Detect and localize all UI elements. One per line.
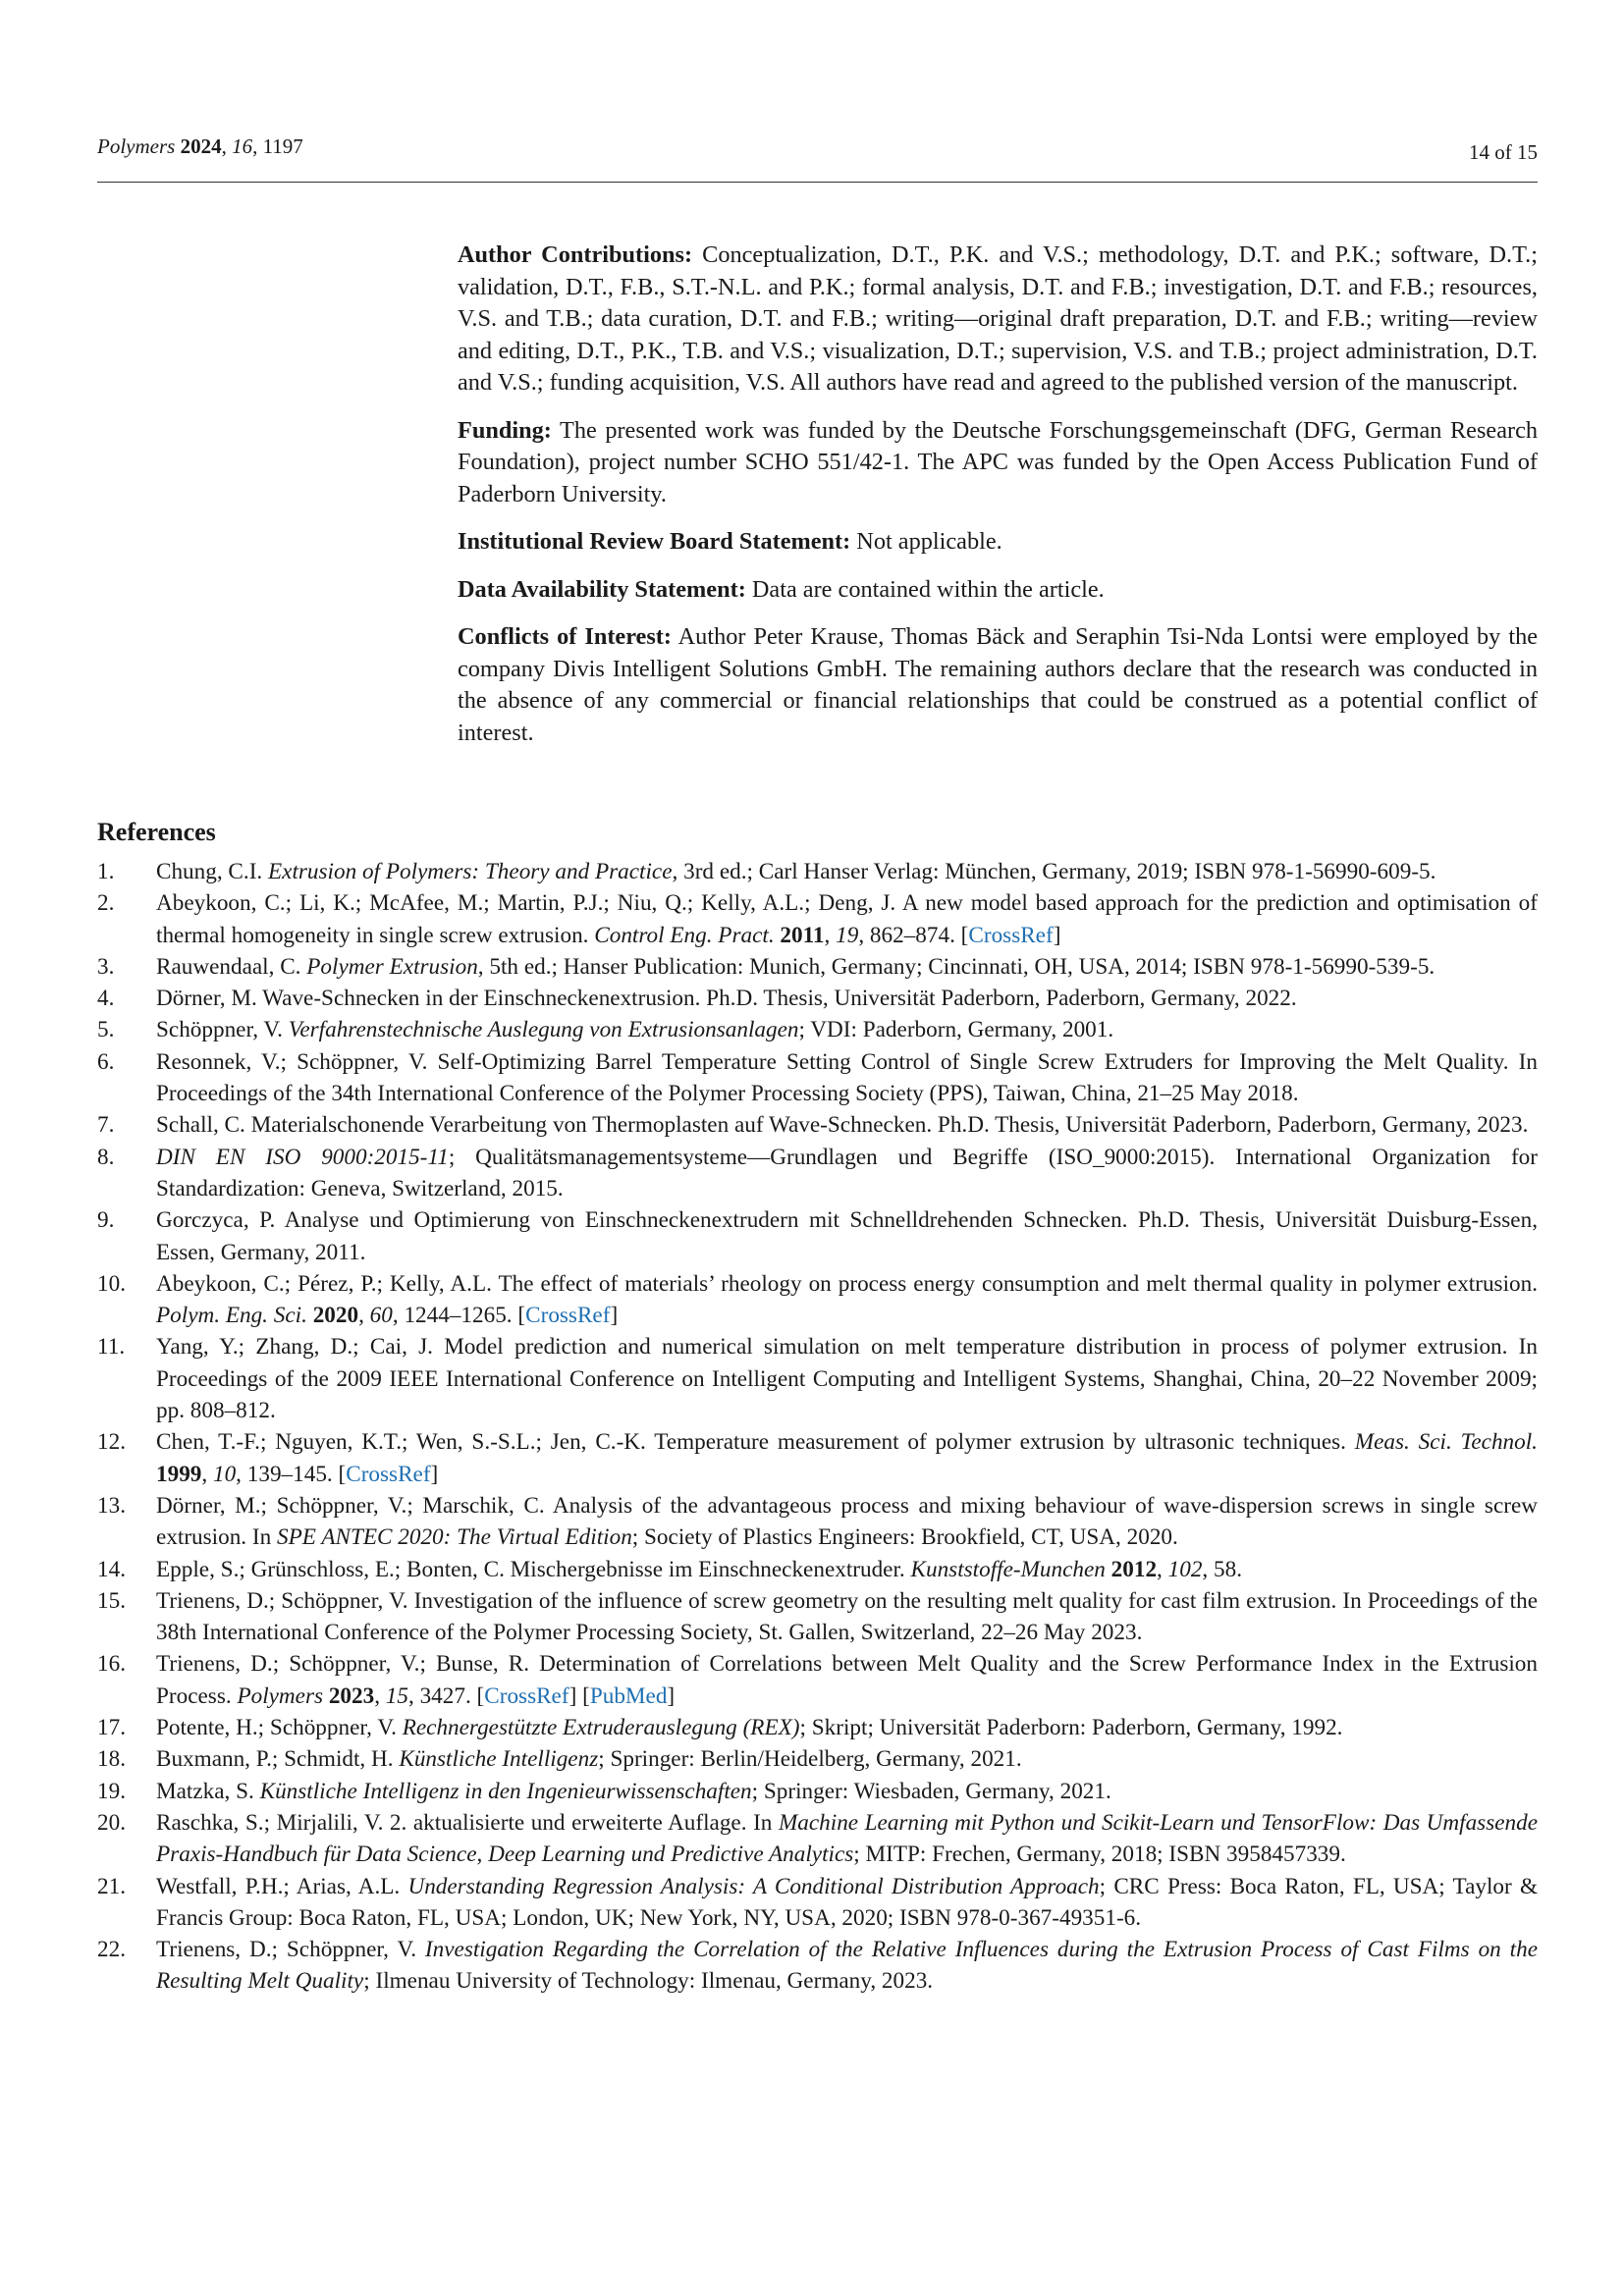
section-label: Author Contributions:	[458, 241, 693, 268]
journal-volume: 16	[232, 134, 253, 158]
reference-text: ]	[610, 1303, 619, 1329]
reference-item	[97, 1490, 1538, 1554]
reference-number: 14.	[97, 1556, 126, 1582]
section-label: Funding:	[458, 416, 552, 444]
reference-number: 11.	[97, 1334, 126, 1361]
reference-item	[97, 983, 1538, 1014]
reference-text: ; MITP: Frechen, Germany, 2018; ISBN 3958457339.	[853, 1842, 1346, 1868]
reference-text: Schall, C. Materialschonende Verarbeitung von Thermoplasten auf Wave-Schnecken. Ph.D. Thesis, Universität Paderborn, Paderborn, Germany, 2023.	[156, 1112, 1529, 1139]
reference-text: ] [	[568, 1682, 590, 1709]
reference-number: 18.	[97, 1746, 126, 1773]
reference-item	[97, 1648, 1538, 1712]
section-label: Conflicts of Interest:	[458, 623, 672, 650]
reference-text: ; Ilmenau University of Technology: Ilmenau, Germany, 2023.	[363, 1968, 934, 1995]
reference-text: Schöppner, V.	[156, 1017, 289, 1043]
reference-item	[97, 1934, 1538, 1998]
reference-item	[97, 887, 1538, 951]
reference-text: Westfall, P.H.; Arias, A.L.	[156, 1873, 408, 1899]
reference-text: , 5th ed.; Hanser Publication: Munich, Germany; Cincinnati, OH, USA, 2014; ISBN 978-1-56990-539-5.	[477, 953, 1435, 980]
reference-text: Potente, H.; Schöppner, V.	[156, 1715, 403, 1741]
data-availability	[458, 574, 1538, 607]
reference-text: ]	[430, 1461, 439, 1487]
reference-text: Yang, Y.; Zhang, D.; Cai, J. Model prediction and numerical simulation on melt temperature distribution in process of polymer extrusion. In Proceedings of the 2009 IEEE International Conference on Intelligent Computing and Intelligent Systems, Shanghai, China, 20–22 November 2009; pp. 808–812.	[156, 1334, 1538, 1424]
reference-item	[97, 1426, 1538, 1490]
reference-italic: Polymers	[237, 1682, 324, 1709]
crossref-link[interactable]: CrossRef	[346, 1461, 431, 1487]
reference-text: ,	[358, 1303, 370, 1329]
article-number: 1197	[262, 134, 303, 158]
reference-italic: Meas. Sci. Technol.	[1354, 1429, 1538, 1456]
reference-italic: Investigation Regarding the Correlation of the Relative Influences during the Extrusion Process of Cast Films on the Resulting Melt Quality	[156, 1937, 1538, 1995]
reference-item	[97, 1585, 1538, 1649]
reference-text: , 58.	[1202, 1556, 1242, 1582]
reference-italic: 19	[836, 922, 859, 948]
reference-item	[97, 1046, 1538, 1110]
reference-text: ; Qualitätsmanagementsysteme—Grundlagen und Begriffe (ISO_9000:2015). International Organization for Standardization: Geneva, Switzerland, 2015.	[156, 1144, 1538, 1201]
reference-text: ; Skript; Universität Paderborn: Paderborn, Germany, 1992.	[799, 1715, 1343, 1741]
journal-year: 2024	[180, 134, 222, 158]
crossref-link[interactable]: CrossRef	[525, 1303, 611, 1329]
references-heading: References	[97, 818, 216, 846]
reference-item	[97, 1331, 1538, 1426]
reference-text: ; CRC Press: Boca Raton, FL, USA; Taylor & Francis Group: Boca Raton, FL, USA; London, UK; New York, NY, USA, 2020; ISBN 978-0-367-49351-6.	[156, 1873, 1538, 1931]
crossref-link[interactable]: CrossRef	[484, 1682, 569, 1709]
reference-italic: 102	[1167, 1556, 1203, 1582]
reference-number: 2.	[97, 890, 115, 917]
reference-italic: Understanding Regression Analysis: A Conditional Distribution Approach	[407, 1873, 1100, 1899]
reference-text: Dörner, M.; Schöppner, V.; Marschik, C. Analysis of the advantageous process and mixing behaviour of wave-dispersion screws in single screw extrusion. In	[156, 1492, 1538, 1551]
reference-number: 7.	[97, 1112, 115, 1139]
reference-text: Trienens, D.; Schöppner, V.; Bunse, R. Determination of Correlations between Melt Quality and the Screw Performance Index in the Extrusion Process.	[156, 1651, 1538, 1709]
reference-italic: Kunststoffe-Munchen	[910, 1556, 1106, 1582]
reference-text: Chung, C.I.	[156, 859, 269, 884]
page-header	[97, 134, 1538, 183]
section-text: Conceptualization, D.T., P.K. and V.S.; methodology, D.T. and P.K.; software, D.T.; validation, D.T., F.B., S.T.-N.L. and P.K.; formal analysis, D.T. and F.B.; investigation, D.T. and F.B.; resources, V.S. and T.B.; data curation, D.T. and F.B.; writing—original draft preparation, D.T. and F.B.; writing—review and editing, D.T., P.K., T.B. and V.S.; visualization, D.T.; supervision, V.S. and T.B.; project administration, D.T. and V.S.; funding acquisition, V.S. All authors have read and agreed to the published version of the manuscript.	[458, 241, 1538, 396]
reference-number: 12.	[97, 1429, 126, 1456]
reference-number: 17.	[97, 1715, 126, 1741]
reference-number: 15.	[97, 1587, 126, 1614]
reference-italic: Polym. Eng. Sci.	[156, 1303, 307, 1329]
reference-number: 8.	[97, 1144, 115, 1170]
reference-text: , 139–145. [	[236, 1461, 347, 1487]
reference-item	[97, 1204, 1538, 1268]
reference-item	[97, 1871, 1538, 1935]
reference-text: Abeykoon, C.; Pérez, P.; Kelly, A.L. The effect of materials’ rheology on process energy consumption and melt thermal quality in polymer extrusion.	[156, 1270, 1538, 1297]
reference-text: Dörner, M. Wave-Schnecken in der Einschneckenextrusion. Ph.D. Thesis, Universität Paderborn, Paderborn, Germany, 2022.	[156, 986, 1297, 1012]
reference-text: ,	[374, 1682, 386, 1709]
reference-text: Trienens, D.; Schöppner, V. Investigation of the influence of screw geometry on the resulting melt quality for cast film extrusion. In Proceedings of the 38th International Conference of the Polymer Processing Society, St. Gallen, Switzerland, 22–26 May 2023.	[156, 1587, 1538, 1646]
reference-text: ,	[824, 922, 837, 948]
reference-italic: Control Eng. Pract.	[594, 922, 775, 948]
reference-text: Raschka, S.; Mirjalili, V. 2. aktualisierte und erweiterte Auflage. In	[156, 1809, 779, 1836]
reference-number: 22.	[97, 1937, 126, 1963]
reference-number: 3.	[97, 953, 115, 980]
reference-text: , 1244–1265. [	[392, 1303, 526, 1329]
reference-text: ; Springer: Wiesbaden, Germany, 2021.	[751, 1778, 1111, 1804]
reference-text: , 3427. [	[407, 1682, 485, 1709]
reference-text: , 3rd ed.; Carl Hanser Verlag: München, Germany, 2019; ISBN 978-1-56990-609-5.	[672, 859, 1436, 884]
reference-text: Matzka, S.	[156, 1778, 260, 1804]
reference-text: ; Society of Plastics Engineers: Brookfield, CT, USA, 2020.	[631, 1524, 1178, 1551]
journal-citation: Polymers 2024, 16, 1197	[97, 134, 303, 158]
reference-italic: Extrusion of Polymers: Theory and Practice	[268, 859, 673, 884]
page-number: 14 of 15	[1469, 140, 1538, 164]
reference-number: 21.	[97, 1873, 126, 1899]
author-contributions	[458, 240, 1538, 400]
reference-italic: Machine Learning mit Python und Scikit-Learn und TensorFlow: Das Umfassende Praxis-Handbuch für Data Science, Deep Learning und Predictive Analytics	[156, 1809, 1538, 1868]
journal-name: Polymers	[97, 134, 176, 158]
reference-bold: 2012	[1110, 1556, 1158, 1582]
reference-bold: 2020	[312, 1303, 359, 1329]
reference-number: 16.	[97, 1651, 126, 1678]
reference-number: 4.	[97, 986, 115, 1012]
reference-text: Chen, T.-F.; Nguyen, K.T.; Wen, S.-S.L.; Jen, C.-K. Temperature measurement of polymer extrusion by ultrasonic techniques.	[156, 1429, 1355, 1456]
reference-text: Abeykoon, C.; Li, K.; McAfee, M.; Martin, P.J.; Niu, Q.; Kelly, A.L.; Deng, J. A new model based approach for the prediction and optimisation of thermal homogeneity in single screw extrusion.	[156, 890, 1538, 948]
reference-italic: 60	[369, 1303, 393, 1329]
reference-italic: 15	[385, 1682, 408, 1709]
reference-number: 1.	[97, 859, 115, 884]
reference-item	[97, 1142, 1538, 1205]
reference-italic: SPE ANTEC 2020: The Virtual Edition	[277, 1524, 632, 1551]
reference-text: Gorczyca, P. Analyse und Optimierung von Einschneckenextrudern mit Schnelldrehenden Schnecken. Ph.D. Thesis, Universität Duisburg-Essen, Essen, Germany, 2011.	[156, 1207, 1538, 1265]
reference-italic: DIN EN ISO 9000:2015-11	[156, 1144, 449, 1170]
reference-number: 9.	[97, 1207, 115, 1234]
reference-bold: 2011	[780, 922, 825, 948]
reference-text: Rauwendaal, C.	[156, 953, 307, 980]
reference-bold: 1999	[156, 1461, 202, 1487]
reference-italic: Künstliche Intelligenz	[399, 1746, 599, 1773]
reference-number: 10.	[97, 1270, 126, 1297]
reference-number: 19.	[97, 1778, 126, 1804]
reference-item	[97, 1743, 1538, 1775]
reference-text: Buxmann, P.; Schmidt, H.	[156, 1746, 400, 1773]
reference-item	[97, 1109, 1538, 1141]
reference-item	[97, 856, 1538, 887]
reference-italic: 10	[212, 1461, 237, 1487]
reference-list	[97, 856, 1538, 1998]
reference-number: 5.	[97, 1017, 115, 1043]
reference-text: Epple, S.; Grünschloss, E.; Bonten, C. Mischergebnisse im Einschneckenextruder.	[156, 1556, 911, 1582]
reference-italic: Polymer Extrusion	[306, 953, 478, 980]
reference-item	[97, 1268, 1538, 1332]
reference-italic: Rechnergestützte Extruderauslegung (REX)	[402, 1715, 800, 1741]
reference-italic: Künstliche Intelligenz in den Ingenieurwissenschaften	[259, 1778, 752, 1804]
section-label: Institutional Review Board Statement:	[458, 528, 851, 555]
reference-text: Trienens, D.; Schöppner, V.	[156, 1937, 425, 1963]
section-text: The presented work was funded by the Deutsche Forschungsgemeinschaft (DFG, German Research Foundation), project number SCHO 551/42-1. The APC was funded by the Open Access Publication Fund of Paderborn University.	[458, 416, 1538, 507]
reference-text: ,	[1157, 1556, 1168, 1582]
reference-text: Resonnek, V.; Schöppner, V. Self-Optimizing Barrel Temperature Setting Control of Single Screw Extruders for Improving the Melt Quality. In Proceedings of the 34th International Conference of the Polymer Processing Society (PPS), Taiwan, China, 21–25 May 2018.	[156, 1048, 1538, 1107]
reference-item	[97, 1554, 1538, 1585]
crossref-link[interactable]: CrossRef	[968, 922, 1054, 948]
reference-text: ]	[1053, 922, 1061, 948]
reference-number: 13.	[97, 1492, 126, 1519]
reference-bold: 2023	[328, 1682, 375, 1709]
pubmed-link[interactable]: PubMed	[589, 1682, 668, 1709]
reference-text: ; Springer: Berlin/Heidelberg, Germany, 2021.	[598, 1746, 1022, 1773]
reference-item	[97, 1807, 1538, 1871]
back-matter	[458, 240, 1538, 765]
section-text: Author Peter Krause, Thomas Bäck and Seraphin Tsi-Nda Lontsi were employed by the company Divis Intelligent Solutions GmbH. The remaining authors declare that the research was conducted in the absence of any commercial or financial relationships that could be construed as a potential conflict of interest.	[458, 623, 1539, 746]
reference-item	[97, 1014, 1538, 1045]
funding	[458, 415, 1538, 511]
reference-number: 20.	[97, 1809, 126, 1836]
reference-item	[97, 1776, 1538, 1807]
reference-text: ,	[201, 1461, 213, 1487]
section-text: Data are contained within the article.	[751, 575, 1105, 603]
conflicts-of-interest	[458, 621, 1538, 749]
reference-italic: Verfahrenstechnische Auslegung von Extrusionsanlagen	[288, 1017, 799, 1043]
reference-text: , 862–874. [	[858, 922, 969, 948]
reference-item	[97, 1712, 1538, 1743]
reference-item	[97, 951, 1538, 983]
irb-statement	[458, 526, 1538, 559]
section-text: Not applicable.	[856, 528, 1002, 555]
reference-text: ]	[667, 1682, 676, 1709]
reference-text: ; VDI: Paderborn, Germany, 2001.	[798, 1017, 1114, 1043]
section-label: Data Availability Statement:	[458, 575, 746, 603]
reference-number: 6.	[97, 1048, 115, 1075]
